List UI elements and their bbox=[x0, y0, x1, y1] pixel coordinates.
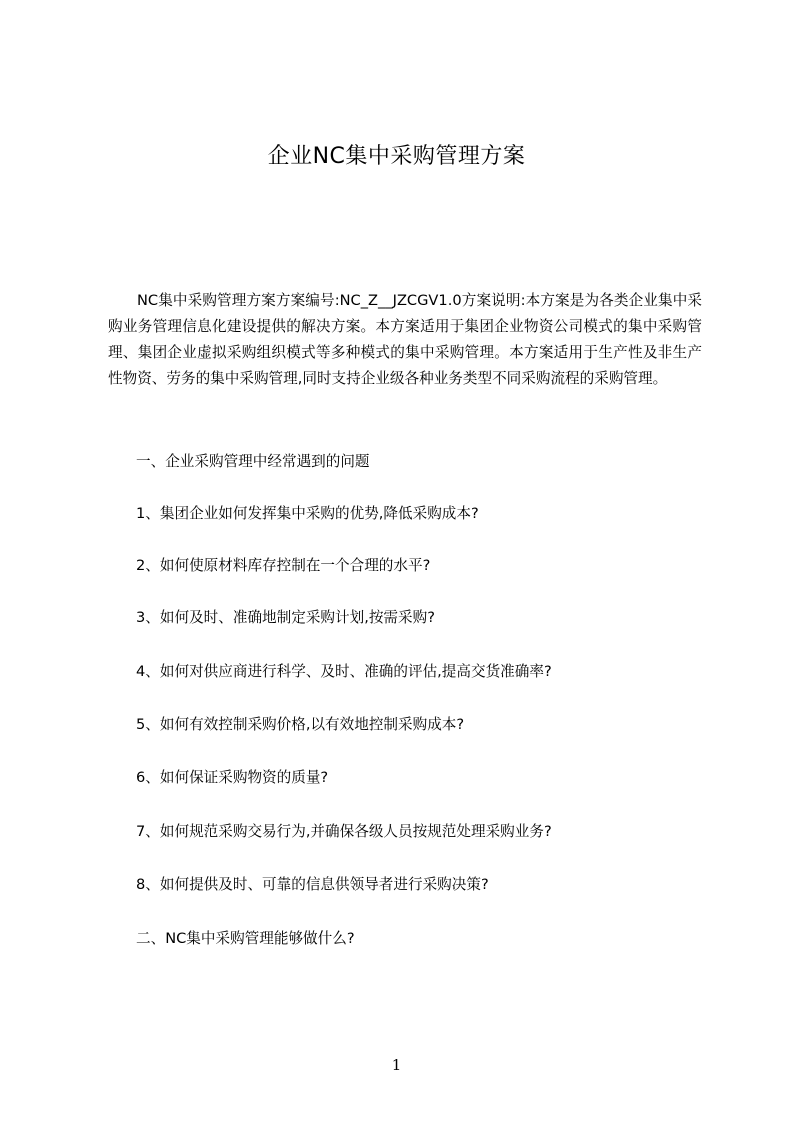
intro-paragraph: NC集中采购管理方案方案编号:NC_Z__JZCGV1.0方案说明:本方案是为各类企业集中采购业务管理信息化建设提供的解决方案。本方案适用于集团企业物资公司模式的集中采购管理、集团企业虚拟采购组织模式等多种模式的集中采购管理。本方案适用于生产性及非生产性物资、劳务的集中采购管理,同时支持企业级各种业务类型不同采购流程的采购管理。 bbox=[108, 292, 702, 387]
question-item: 3、如何及时、准确地制定采购计划,按需采购? bbox=[136, 609, 435, 626]
question-item: 6、如何保证采购物资的质量? bbox=[136, 769, 329, 786]
question-item: 8、如何提供及时、可靠的信息供领导者进行采购决策? bbox=[136, 876, 489, 893]
question-item: 2、如何使原材料库存控制在一个合理的水平? bbox=[136, 557, 431, 574]
page-number: 1 bbox=[391, 1056, 402, 1074]
question-item: 7、如何规范采购交易行为,并确保各级人员按规范处理采购业务? bbox=[136, 823, 552, 840]
question-item: 1、集团企业如何发挥集中采购的优势,降低采购成本? bbox=[136, 505, 479, 522]
section-heading-problems: 一、企业采购管理中经常遇到的问题 bbox=[136, 453, 370, 470]
question-item: 4、如何对供应商进行科学、及时、准确的评估,提高交货准确率? bbox=[136, 663, 552, 680]
document-title: 企业NC集中采购管理方案 bbox=[267, 144, 526, 169]
section-heading-capabilities: 二、NC集中采购管理能够做什么? bbox=[136, 930, 355, 947]
question-item: 5、如何有效控制采购价格,以有效地控制采购成本? bbox=[136, 716, 465, 733]
